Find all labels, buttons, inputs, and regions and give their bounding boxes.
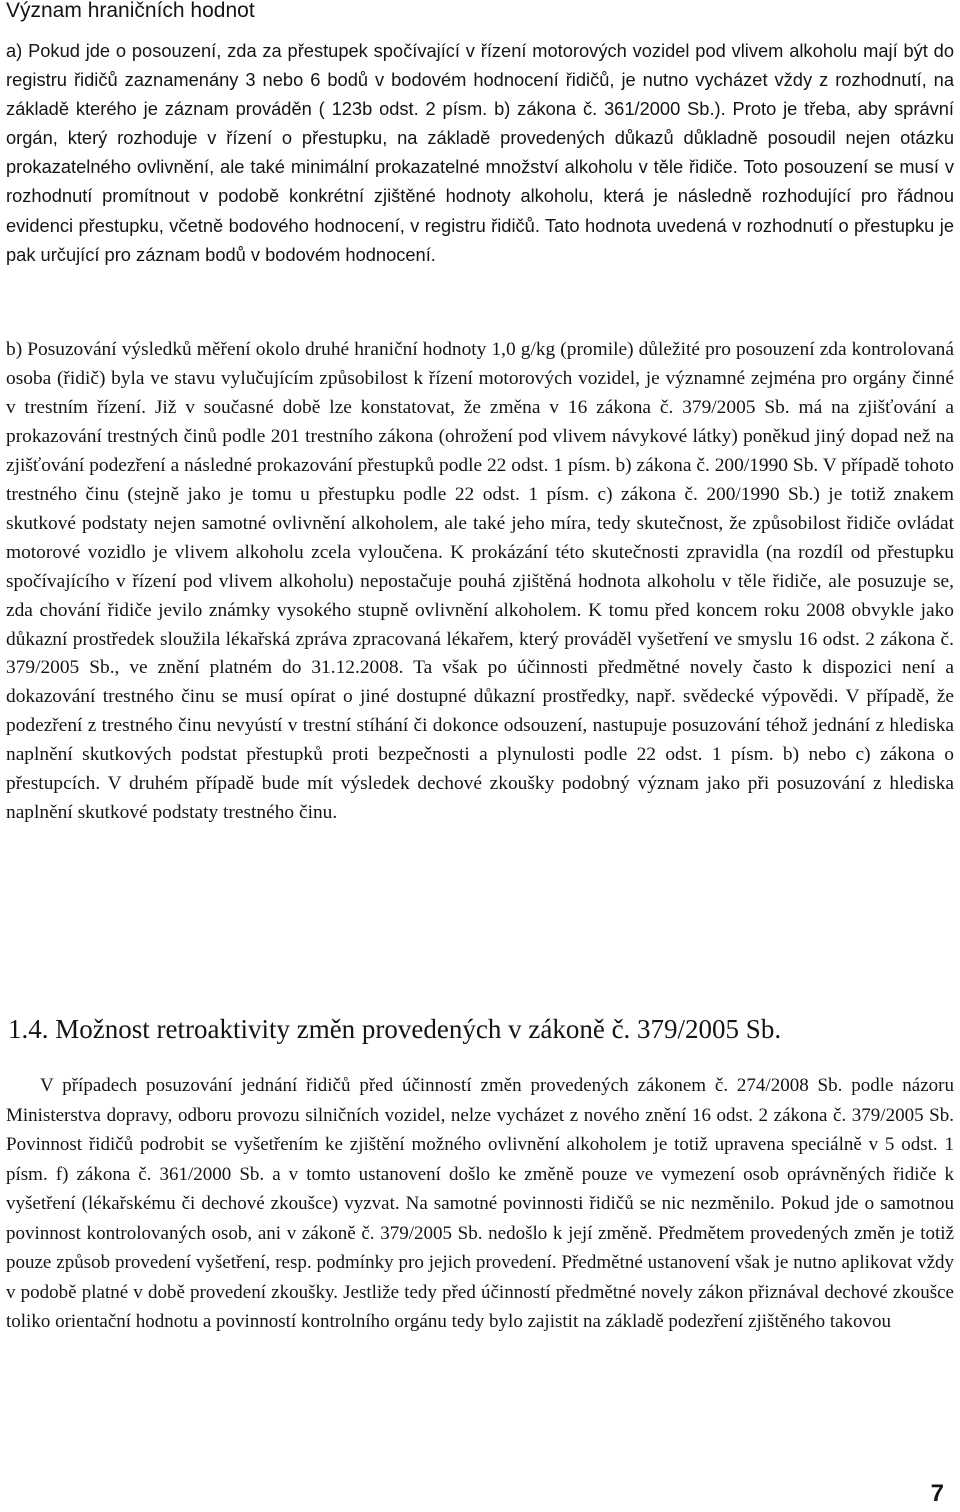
paragraph-item-a: a) Pokud jde o posouzení, zda za přestupek spočívající v řízení motorových vozidel pod vlivem alkoholu mají být do registru řidičů zaznamenány 3 nebo 6 bodů v bodovém hodnocení řidičů, je nutno vycházet vždy z rozhodnutí, na základě kterého je záznam prováděn ( 123b odst. 2 písm. b) zákona č. 361/2000 Sb.). Proto je třeba, aby správní orgán, který rozhoduje v řízení o přestupku, na základě provedených důkazů důkladně posoudil nejen otázku prokazatelného ovlivnění, ale také minimální prokazatelné množství alkoholu v těle řidiče. Toto posouzení se musí v rozhodnutí promítnout v podobě konkrétní zjištěné hodnoty alkoholu, která je následně rozhodující pro řádnou evidenci přestupku, včetně bodového hodnocení, v registru řidičů. Tato hodnota uvedená v rozhodnutí o přestupku je pak určující pro záznam bodů v bodovém hodnocení.	[6, 40, 954, 265]
section-title: Význam hraničních hodnot	[6, 0, 255, 22]
page-number: 7	[930, 1480, 944, 1507]
section-heading-1-4: 1.4. Možnost retroaktivity změn provedených v zákoně č. 379/2005 Sb.	[8, 1014, 782, 1044]
paragraph-item-b: b) Posuzování výsledků měření okolo druhé hraniční hodnoty 1,0 g/kg (promile) důležité pro posouzení zda kontrolovaná osoba (řidič) byla ve stavu vylučujícím způsobilost k řízení motorových vozidel, je významné zejména pro orgány činné v trestním řízení. Již v současné době lze konstatovat, že změna v 16 zákona č. 379/2005 Sb. má na zjišťování a prokazování trestných činů podle 201 trestního zákona (ohrožení pod vlivem návykové látky) poněkud jiný dopad než na zjišťování podezření a následné prokazování přestupků podle 22 odst. 1 písm. b) zákona č. 200/1990 Sb. V případě tohoto trestného činu (stejně jako je tomu u přestupku podle 22 odst. 1 písm. c) zákona č. 200/1990 Sb.) je totiž znakem skutkové podstaty nejen samotné ovlivnění alkoholem, ale také jeho míra, tedy skutečnost, že způsobilost řidiče ovládat motorové vozidlo je vlivem alkoholu zcela vyloučena. K prokázání této skutečnosti zpravidla (na rozdíl od přestupku spočívajícího v řízení pod vlivem alkoholu) nepostačuje pouhá zjištěná hodnota alkoholu v těle řidiče, ale posuzuje se, zda chování řidiče jevilo známky vysokého stupně ovlivnění alkoholem. K tomu před koncem roku 2008 obvykle jako důkazní prostředek sloužila lékařská zpráva zpracovaná lékařem, který prováděl vyšetření ve smyslu 16 odst. 2 zákona č. 379/2005 Sb., ve znění platném do 31.12.2008. Ta však po účinnosti předmětné novely často k dispozici není a dokazování trestného činu se musí opírat o jiné dostupné důkazní prostředky, např. svědecké výpovědi. V případě, že podezření z trestného činu nevyústí v trestní stíhání či dokonce odsouzení, nastupuje posuzování téhož jednání z hlediska naplnění skutkových podstat přestupků proti bezpečnosti a plynulosti podle 22 odst. 1 písm. b) nebo c) zákona o přestupcích. V druhém případě bude mít výsledek dechové zkoušky podobný význam jako při posuzování z hlediska naplnění skutkové podstaty trestného činu.	[6, 339, 954, 824]
body-paragraph: V případech posuzování jednání řidičů před účinností změn provedených zákonem č. 274/2008 Sb. podle názoru Ministerstva dopravy, odboru provozu silničních vozidel, nelze vycházet z nového znění 16 odst. 2 zákona č. 379/2005 Sb. Povinnost řidičů podrobit se vyšetřením ke zjištění možného ovlivnění alkoholem je totiž upravena speciálně v 5 odst. 1 písm. f) zákona č. 361/2000 Sb. a v tomto ustanovení došlo ke změně pouze ve vymezení osob oprávněných řidiče k vyšetření (lékařskému či dechové zkoušce) vyzvat. Na samotné povinnosti řidičů se nic nezměnilo. Pokud jde o samotnou povinnost kontrolovaných osob, ani v zákoně č. 379/2005 Sb. nedošlo k její změně. Předmětem provedených změn je totiž pouze způsob provedení vyšetření, resp. podmínky pro jejich provedení. Předmětné ustanovení však je nutno aplikovat vždy v podobě platné v době provedení zkoušky. Jestliže tedy před účinností předmětné novely zákon přiznával dechové zkoušce toliko orientační hodnotu a povinností kontrolního orgánu tedy bylo zajistit na základě podezření zjištěného takovou	[6, 1075, 954, 1332]
